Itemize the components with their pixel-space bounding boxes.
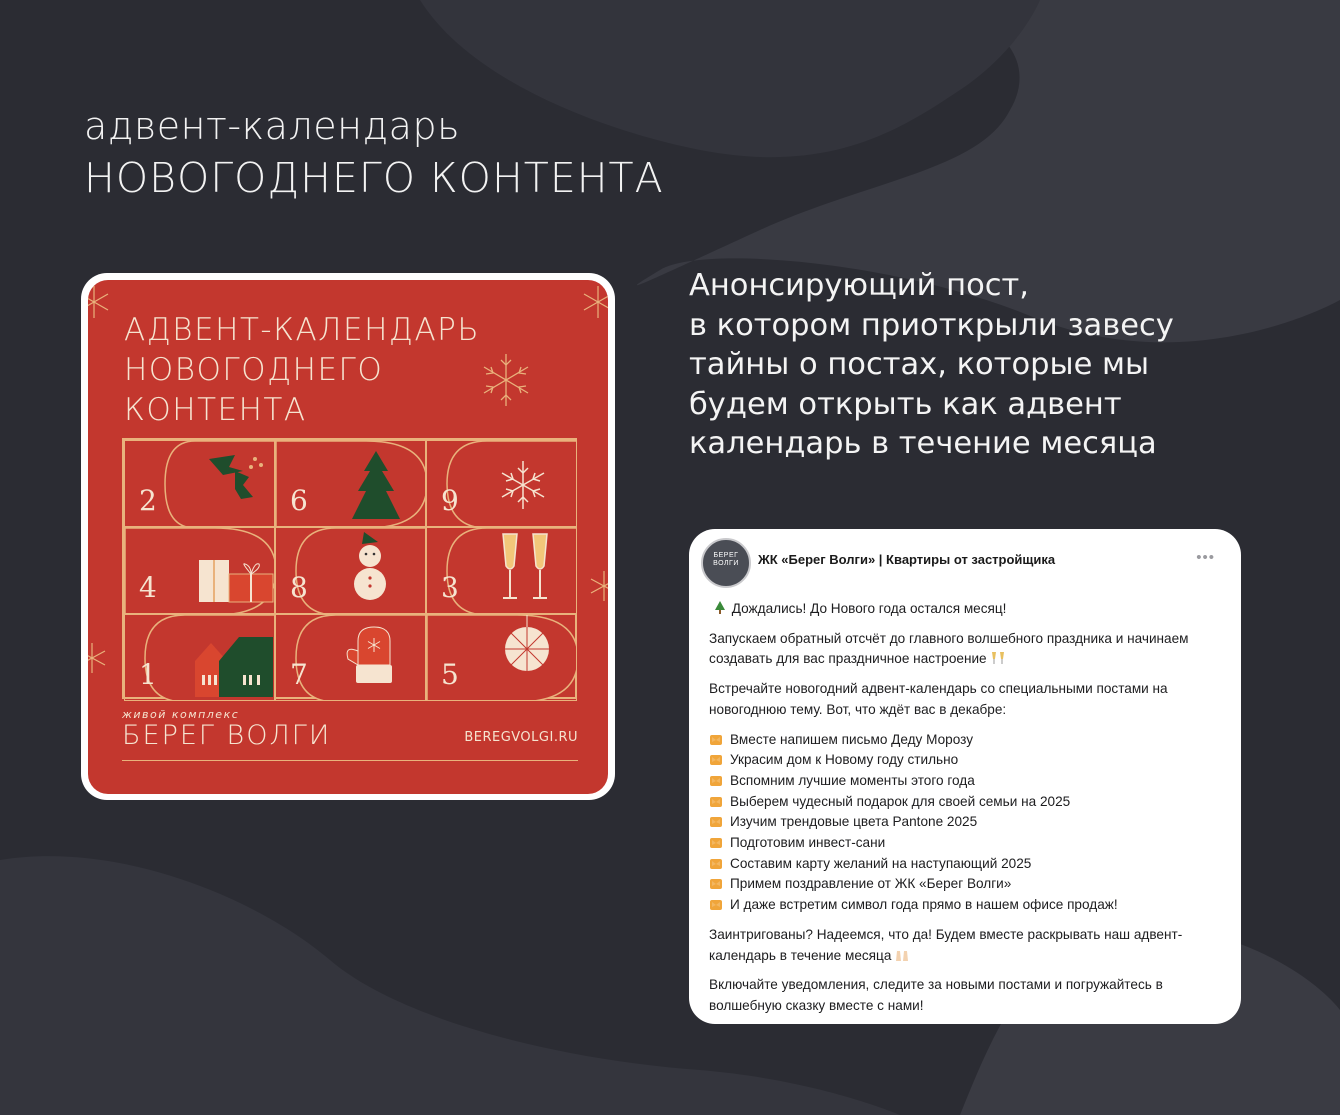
page-title — [84, 100, 664, 204]
snowflake-icon — [586, 568, 608, 604]
ribbon-icon — [709, 897, 723, 911]
advent-cell-number: 8 — [290, 571, 308, 604]
list-item — [709, 792, 1229, 813]
advent-cell-number: 9 — [441, 484, 459, 517]
list-item-text: Выберем чудесный подарок для своей семьи на 2025 — [730, 793, 1071, 809]
list-item-text: Примем поздравление от ЖК «Берег Волги» — [730, 876, 1012, 892]
ribbon-icon — [709, 835, 723, 849]
list-item — [709, 854, 1229, 875]
group-name-link[interactable]: ЖК «Берег Волги» | Квартиры от застройщика — [758, 552, 1056, 567]
advent-title-line: АДВЕНТ-КАЛЕНДАРЬ — [124, 312, 481, 348]
list-item-text: Вместе напишем письмо Деду Морозу — [730, 731, 974, 747]
advent-cell-number: 5 — [441, 658, 459, 691]
post-paragraph-text: Встречайте новогодний адвент-календарь со специальными постами на новогоднюю тему. Вот, что ждёт вас в декабре: — [709, 681, 1168, 717]
avatar-text: БЕРЕГ ВОЛГИ — [713, 552, 739, 567]
list-item-text: Составим карту желаний на наступающий 2025 — [730, 855, 1032, 871]
post-paragraph-text: Запускаем обратный отсчёт до главного волшебного праздника и начинаем создавать для вас праздничное настроение — [709, 630, 1189, 667]
advent-cell-number: 4 — [139, 571, 157, 604]
avatar[interactable] — [701, 538, 751, 588]
advent-cell-5[interactable] — [426, 614, 577, 701]
advent-cell-3[interactable] — [426, 527, 577, 614]
post-list — [709, 730, 1229, 916]
advent-cell-number: 2 — [139, 484, 157, 517]
snowflake-icon — [88, 282, 114, 322]
list-item — [709, 750, 1229, 771]
advent-card-title — [124, 310, 480, 430]
list-item-text: Подготовим инвест-сани — [730, 835, 886, 851]
ribbon-icon — [709, 732, 723, 746]
page-title-line2: НОВОГОДНЕГО КОНТЕНТА — [84, 154, 664, 202]
advent-cell-number: 3 — [441, 571, 459, 604]
ribbon-icon — [709, 794, 723, 808]
list-item-text: Украсим дом к Новому году стильно — [730, 752, 959, 768]
ribbon-icon — [709, 876, 723, 890]
list-item-text: И даже встретим символ года прямо в нашем офисе продаж! — [730, 897, 1118, 913]
ribbon-icon — [709, 856, 723, 870]
description-line: тайны о постах, которые мы — [689, 347, 1150, 382]
ribbon-icon — [709, 773, 723, 787]
snowflake-icon — [476, 350, 536, 410]
post-paragraph-text: Включайте уведомления, следите за новыми постами и погружайтесь в волшебную сказку вместе с нами! — [709, 977, 1163, 1013]
post-body — [709, 599, 1229, 1026]
advent-cell-number: 7 — [290, 658, 308, 691]
description-line: календарь в течение месяца — [689, 426, 1157, 461]
divider — [122, 760, 578, 761]
advent-title-line: КОНТЕНТА — [124, 392, 307, 428]
post-paragraph — [709, 629, 1229, 670]
list-item — [709, 730, 1229, 751]
raised-hands-emoji-icon — [894, 948, 910, 962]
advent-cell-7[interactable] — [275, 614, 426, 701]
brand-subtitle: живой комплекс — [122, 708, 240, 721]
list-item-text: Изучим трендовые цвета Pantone 2025 — [730, 814, 978, 830]
list-item — [709, 812, 1229, 833]
brand-website: BEREGVOLGI.RU — [464, 730, 578, 745]
list-item — [709, 895, 1229, 916]
post-paragraph — [709, 975, 1229, 1016]
list-item — [709, 771, 1229, 792]
advent-title-line: НОВОГОДНЕГО — [124, 352, 384, 388]
advent-cell-8[interactable] — [275, 527, 426, 614]
description — [689, 266, 1249, 464]
page-title-line1: адвент-календарь — [84, 104, 460, 148]
christmas-tree-emoji-icon — [712, 601, 728, 615]
advent-card — [88, 280, 608, 794]
advent-cell-4[interactable] — [124, 527, 275, 614]
list-item — [709, 874, 1229, 895]
post-intro — [709, 599, 1229, 620]
ribbon-icon — [709, 752, 723, 766]
advent-grid — [122, 438, 577, 699]
description-line: будем открыть как адвент — [689, 386, 1122, 422]
post-paragraph — [709, 679, 1229, 720]
post-paragraph — [709, 925, 1229, 966]
advent-cell-2[interactable] — [124, 440, 275, 527]
post-paragraph-text: Заинтригованы? Надеемся, что да! Будем вместе раскрывать наш адвент-календарь в течение месяца — [709, 926, 1183, 963]
more-dots-icon[interactable]: ••• — [1196, 549, 1215, 566]
list-item-text: Вспомним лучшие моменты этого года — [730, 772, 975, 788]
snowflake-icon — [578, 282, 608, 322]
advent-cell-number: 1 — [139, 658, 157, 691]
advent-cell-number: 6 — [290, 484, 308, 517]
advent-cell-9[interactable] — [426, 440, 577, 527]
ribbon-icon — [709, 814, 723, 828]
post-intro-text: Дождались! До Нового года остался месяц! — [731, 601, 1007, 616]
social-post — [689, 529, 1241, 1024]
brand-logo: БЕРЕГ ВОЛГИ — [122, 720, 332, 751]
snowflake-icon — [88, 640, 110, 676]
champagne-emoji-icon — [990, 651, 1006, 665]
description-line: Анонсирующий пост, — [689, 268, 1029, 303]
advent-cell-6[interactable] — [275, 440, 426, 527]
list-item — [709, 833, 1229, 854]
advent-cell-1[interactable] — [124, 614, 275, 701]
description-line: в котором приоткрыли завесу — [689, 307, 1174, 343]
